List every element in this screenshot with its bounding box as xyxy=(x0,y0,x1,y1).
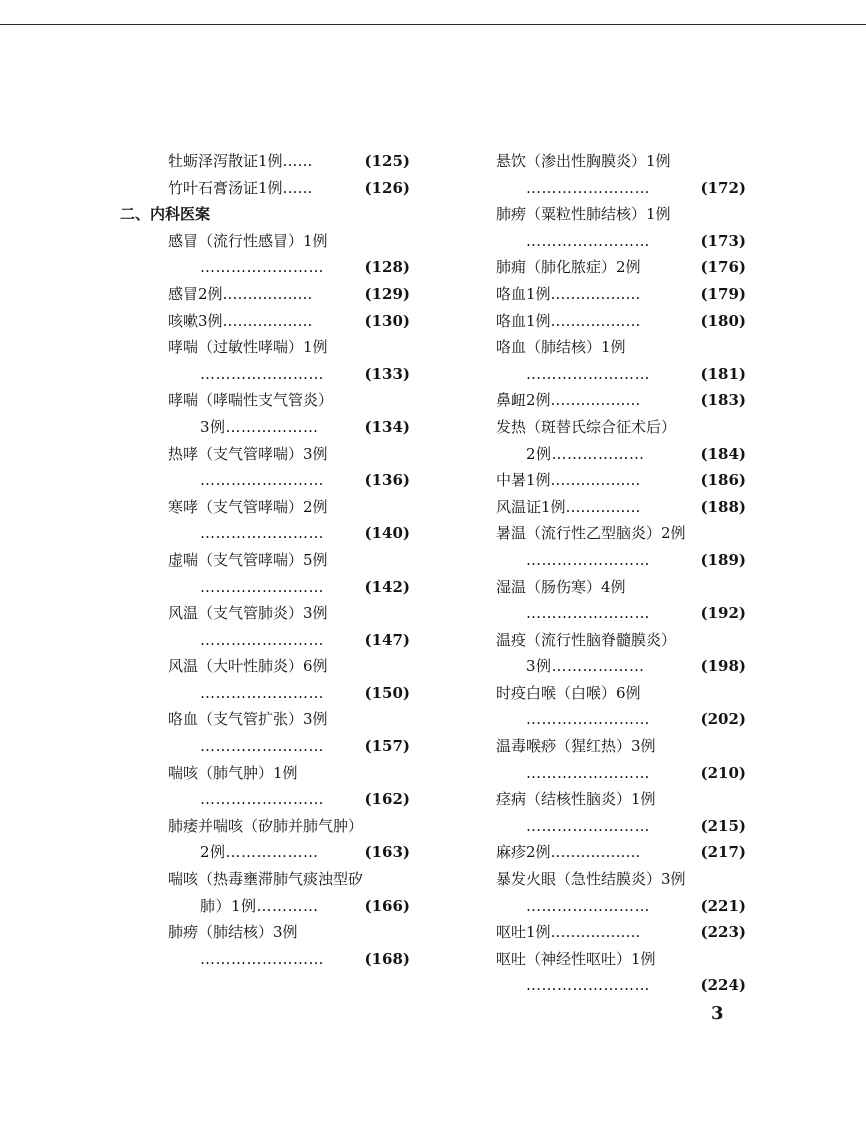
toc-entry-title: 哮喘（哮喘性支气管炎） xyxy=(168,391,334,410)
toc-entry[interactable] xyxy=(120,547,410,600)
toc-entry-title: 呕吐1例……………… xyxy=(496,923,641,942)
left-column xyxy=(120,148,410,972)
toc-entry[interactable] xyxy=(496,254,746,281)
toc-page-ref: (180) xyxy=(700,311,746,330)
toc-page-ref: (183) xyxy=(700,391,746,410)
toc-entry-title: 温疫（流行性脑脊髓膜炎） xyxy=(496,630,677,649)
toc-page-ref: (223) xyxy=(700,923,746,942)
toc-entry-continuation: …………………… xyxy=(200,258,324,277)
toc-entry-title: 寒哮（支气管哮喘）2例 xyxy=(168,497,328,516)
toc-entry-title: 温毒喉痧（猩红热）3例 xyxy=(496,737,656,756)
toc-entry-continuation: …………………… xyxy=(526,550,650,569)
toc-page-ref: (215) xyxy=(700,816,746,835)
toc-entry[interactable] xyxy=(496,148,746,201)
toc-entry-title: 咯血（支气管扩张）3例 xyxy=(168,710,328,729)
toc-page-ref: (163) xyxy=(364,843,410,862)
toc-entry-continuation: …………………… xyxy=(526,763,650,782)
toc-page-ref: (181) xyxy=(700,364,746,383)
toc-page-ref: (173) xyxy=(700,231,746,250)
toc-entry-continuation: 肺）1例………… xyxy=(200,896,319,915)
right-column xyxy=(496,148,746,999)
toc-entry[interactable] xyxy=(120,494,410,547)
toc-entry-continuation: …………………… xyxy=(200,630,324,649)
toc-entry[interactable] xyxy=(496,494,746,521)
toc-entry[interactable] xyxy=(496,414,746,467)
toc-entry[interactable] xyxy=(496,334,746,387)
toc-entry-title: 风温（支气管肺炎）3例 xyxy=(168,604,328,623)
toc-entry[interactable] xyxy=(120,228,410,281)
toc-page-ref: (140) xyxy=(364,524,410,543)
toc-entry-title: 咯血1例……………… xyxy=(496,284,641,303)
toc-entry-continuation: …………………… xyxy=(200,683,324,702)
toc-entry[interactable] xyxy=(120,281,410,308)
toc-entry-title: 呕吐（神经性呕吐）1例 xyxy=(496,949,656,968)
toc-entry-title: 咯血（肺结核）1例 xyxy=(496,338,626,357)
toc-entry-title: 肺痨（肺结核）3例 xyxy=(168,923,298,942)
toc-page-ref: (130) xyxy=(364,311,410,330)
toc-entry[interactable] xyxy=(496,866,746,919)
top-rule xyxy=(0,24,866,25)
toc-entry-title: 暑温（流行性乙型脑炎）2例 xyxy=(496,524,686,543)
toc-page-ref: (150) xyxy=(364,683,410,702)
toc-entry-continuation: …………………… xyxy=(200,524,324,543)
toc-entry-title: 热哮（支气管哮喘）3例 xyxy=(168,444,328,463)
toc-entry-continuation: …………………… xyxy=(526,896,650,915)
toc-entry[interactable] xyxy=(120,441,410,494)
toc-entry[interactable] xyxy=(496,839,746,866)
toc-page-ref: (224) xyxy=(700,976,746,995)
toc-page-ref: (168) xyxy=(364,949,410,968)
toc-entry-title: 痉病（结核性脑炎）1例 xyxy=(496,790,656,809)
toc-entry-title: 感冒2例……………… xyxy=(168,284,313,303)
toc-page-ref: (157) xyxy=(364,737,410,756)
toc-entry[interactable] xyxy=(496,627,746,680)
toc-entry-title: 咯血1例……………… xyxy=(496,311,641,330)
toc-page-ref: (186) xyxy=(700,471,746,490)
toc-entry[interactable] xyxy=(496,786,746,839)
right-toc-list xyxy=(496,148,746,999)
toc-entry-title: 肺痿并喘咳（矽肺并肺气肿） xyxy=(168,816,364,835)
toc-page-ref: (179) xyxy=(700,284,746,303)
toc-entry-title: 虚喘（支气管哮喘）5例 xyxy=(168,550,328,569)
page-number: 3 xyxy=(711,1003,724,1024)
toc-entry[interactable] xyxy=(120,600,410,653)
toc-entry-continuation: …………………… xyxy=(200,949,324,968)
toc-entry[interactable] xyxy=(496,574,746,627)
toc-page-ref: (134) xyxy=(364,417,410,436)
toc-entry-title: 麻疹2例……………… xyxy=(496,843,641,862)
toc-page-ref: (166) xyxy=(364,896,410,915)
toc-entry-title: 时疫白喉（白喉）6例 xyxy=(496,683,641,702)
toc-entry-title: 咳嗽3例……………… xyxy=(168,311,313,330)
toc-entry-continuation: …………………… xyxy=(200,737,324,756)
toc-page-ref: (192) xyxy=(700,604,746,623)
toc-entry-title: 哮喘（过敏性哮喘）1例 xyxy=(168,338,328,357)
toc-entry-continuation: …………………… xyxy=(200,471,324,490)
toc-entry-continuation: …………………… xyxy=(200,577,324,596)
toc-entry[interactable] xyxy=(496,733,746,786)
toc-entry[interactable] xyxy=(120,653,410,706)
toc-entry[interactable] xyxy=(120,387,410,440)
toc-entry[interactable] xyxy=(496,680,746,733)
toc-page-ref: (162) xyxy=(364,790,410,809)
left-toc-list xyxy=(120,228,410,973)
toc-page-ref: (221) xyxy=(700,896,746,915)
toc-entry-continuation: …………………… xyxy=(200,364,324,383)
toc-entry-continuation: …………………… xyxy=(526,364,650,383)
toc-entry-continuation: …………………… xyxy=(200,790,324,809)
toc-entry[interactable] xyxy=(120,760,410,813)
toc-entry-continuation: 2例……………… xyxy=(200,843,319,862)
toc-page-ref: (189) xyxy=(700,550,746,569)
toc-entry-continuation: 3例……………… xyxy=(200,417,319,436)
toc-entry-title: 鼻衄2例……………… xyxy=(496,391,641,410)
toc-entry-title: 感冒（流行性感冒）1例 xyxy=(168,231,328,250)
toc-page-ref: (176) xyxy=(700,258,746,277)
toc-page-ref: (188) xyxy=(700,497,746,516)
toc-entry[interactable] xyxy=(120,334,410,387)
toc-entry[interactable] xyxy=(496,946,746,999)
toc-entry[interactable] xyxy=(120,813,410,866)
toc-entry[interactable] xyxy=(496,919,746,946)
toc-entry[interactable]: 牡蛎泽泻散证1例…… (125) xyxy=(168,152,410,170)
toc-entry-title: 肺痨（粟粒性肺结核）1例 xyxy=(496,205,671,224)
toc-entry-title: 湿温（肠伤寒）4例 xyxy=(496,577,626,596)
toc-page-ref: (210) xyxy=(700,763,746,782)
toc-entry[interactable] xyxy=(496,467,746,494)
toc-entry[interactable] xyxy=(496,281,746,308)
toc-entry-title: 肺痈（肺化脓症）2例 xyxy=(496,258,641,277)
toc-page-ref: (147) xyxy=(364,630,410,649)
toc-page-ref: (142) xyxy=(364,577,410,596)
toc-entry[interactable] xyxy=(496,520,746,573)
toc-entry-continuation: 3例……………… xyxy=(526,657,645,676)
toc-entry[interactable] xyxy=(496,201,746,254)
toc-entry[interactable] xyxy=(120,919,410,972)
toc-page-ref: (198) xyxy=(700,657,746,676)
toc-entry[interactable] xyxy=(496,308,746,335)
toc-entry-title: 发热（斑替氏综合征术后） xyxy=(496,417,677,436)
toc-entry[interactable]: 竹叶石膏汤证1例…… (126) xyxy=(168,178,410,197)
toc-entry-title: 中暑1例……………… xyxy=(496,471,641,490)
toc-entry-title: 悬饮（渗出性胸膜炎）1例 xyxy=(496,152,671,170)
toc-entry-continuation: …………………… xyxy=(526,710,650,729)
toc-page-ref: (184) xyxy=(700,444,746,463)
toc-page-ref: (217) xyxy=(700,843,746,862)
toc-entry-continuation: …………………… xyxy=(526,231,650,250)
toc-entry-continuation: …………………… xyxy=(526,976,650,995)
toc-page-ref: (202) xyxy=(700,710,746,729)
toc-entry-title: 喘咳（肺气肿）1例 xyxy=(168,763,298,782)
toc-entry-title: 风温证1例…………… xyxy=(496,497,641,516)
toc-page-ref: (129) xyxy=(364,284,410,303)
toc-page-ref: (172) xyxy=(700,178,746,197)
toc-entry-continuation: 2例……………… xyxy=(526,444,645,463)
toc-entry[interactable] xyxy=(120,706,410,759)
toc-entry-continuation: …………………… xyxy=(526,816,650,835)
section-heading: 二、内科医案 xyxy=(120,205,211,224)
toc-page-ref: (136) xyxy=(364,471,410,490)
toc-entry-title: 暴发火眼（急性结膜炎）3例 xyxy=(496,870,686,889)
toc-entry[interactable] xyxy=(120,308,410,335)
toc-page-ref: (128) xyxy=(364,258,410,277)
toc-entry-continuation: …………………… xyxy=(526,604,650,623)
toc-entry-title: 喘咳（热毒壅滞肺气痰浊型矽 xyxy=(168,870,364,889)
toc-entry-continuation: …………………… xyxy=(526,178,650,197)
toc-page-ref: (133) xyxy=(364,364,410,383)
toc-entry[interactable] xyxy=(120,866,410,919)
toc-entry-title: 风温（大叶性肺炎）6例 xyxy=(168,657,328,676)
toc-entry[interactable] xyxy=(496,387,746,414)
